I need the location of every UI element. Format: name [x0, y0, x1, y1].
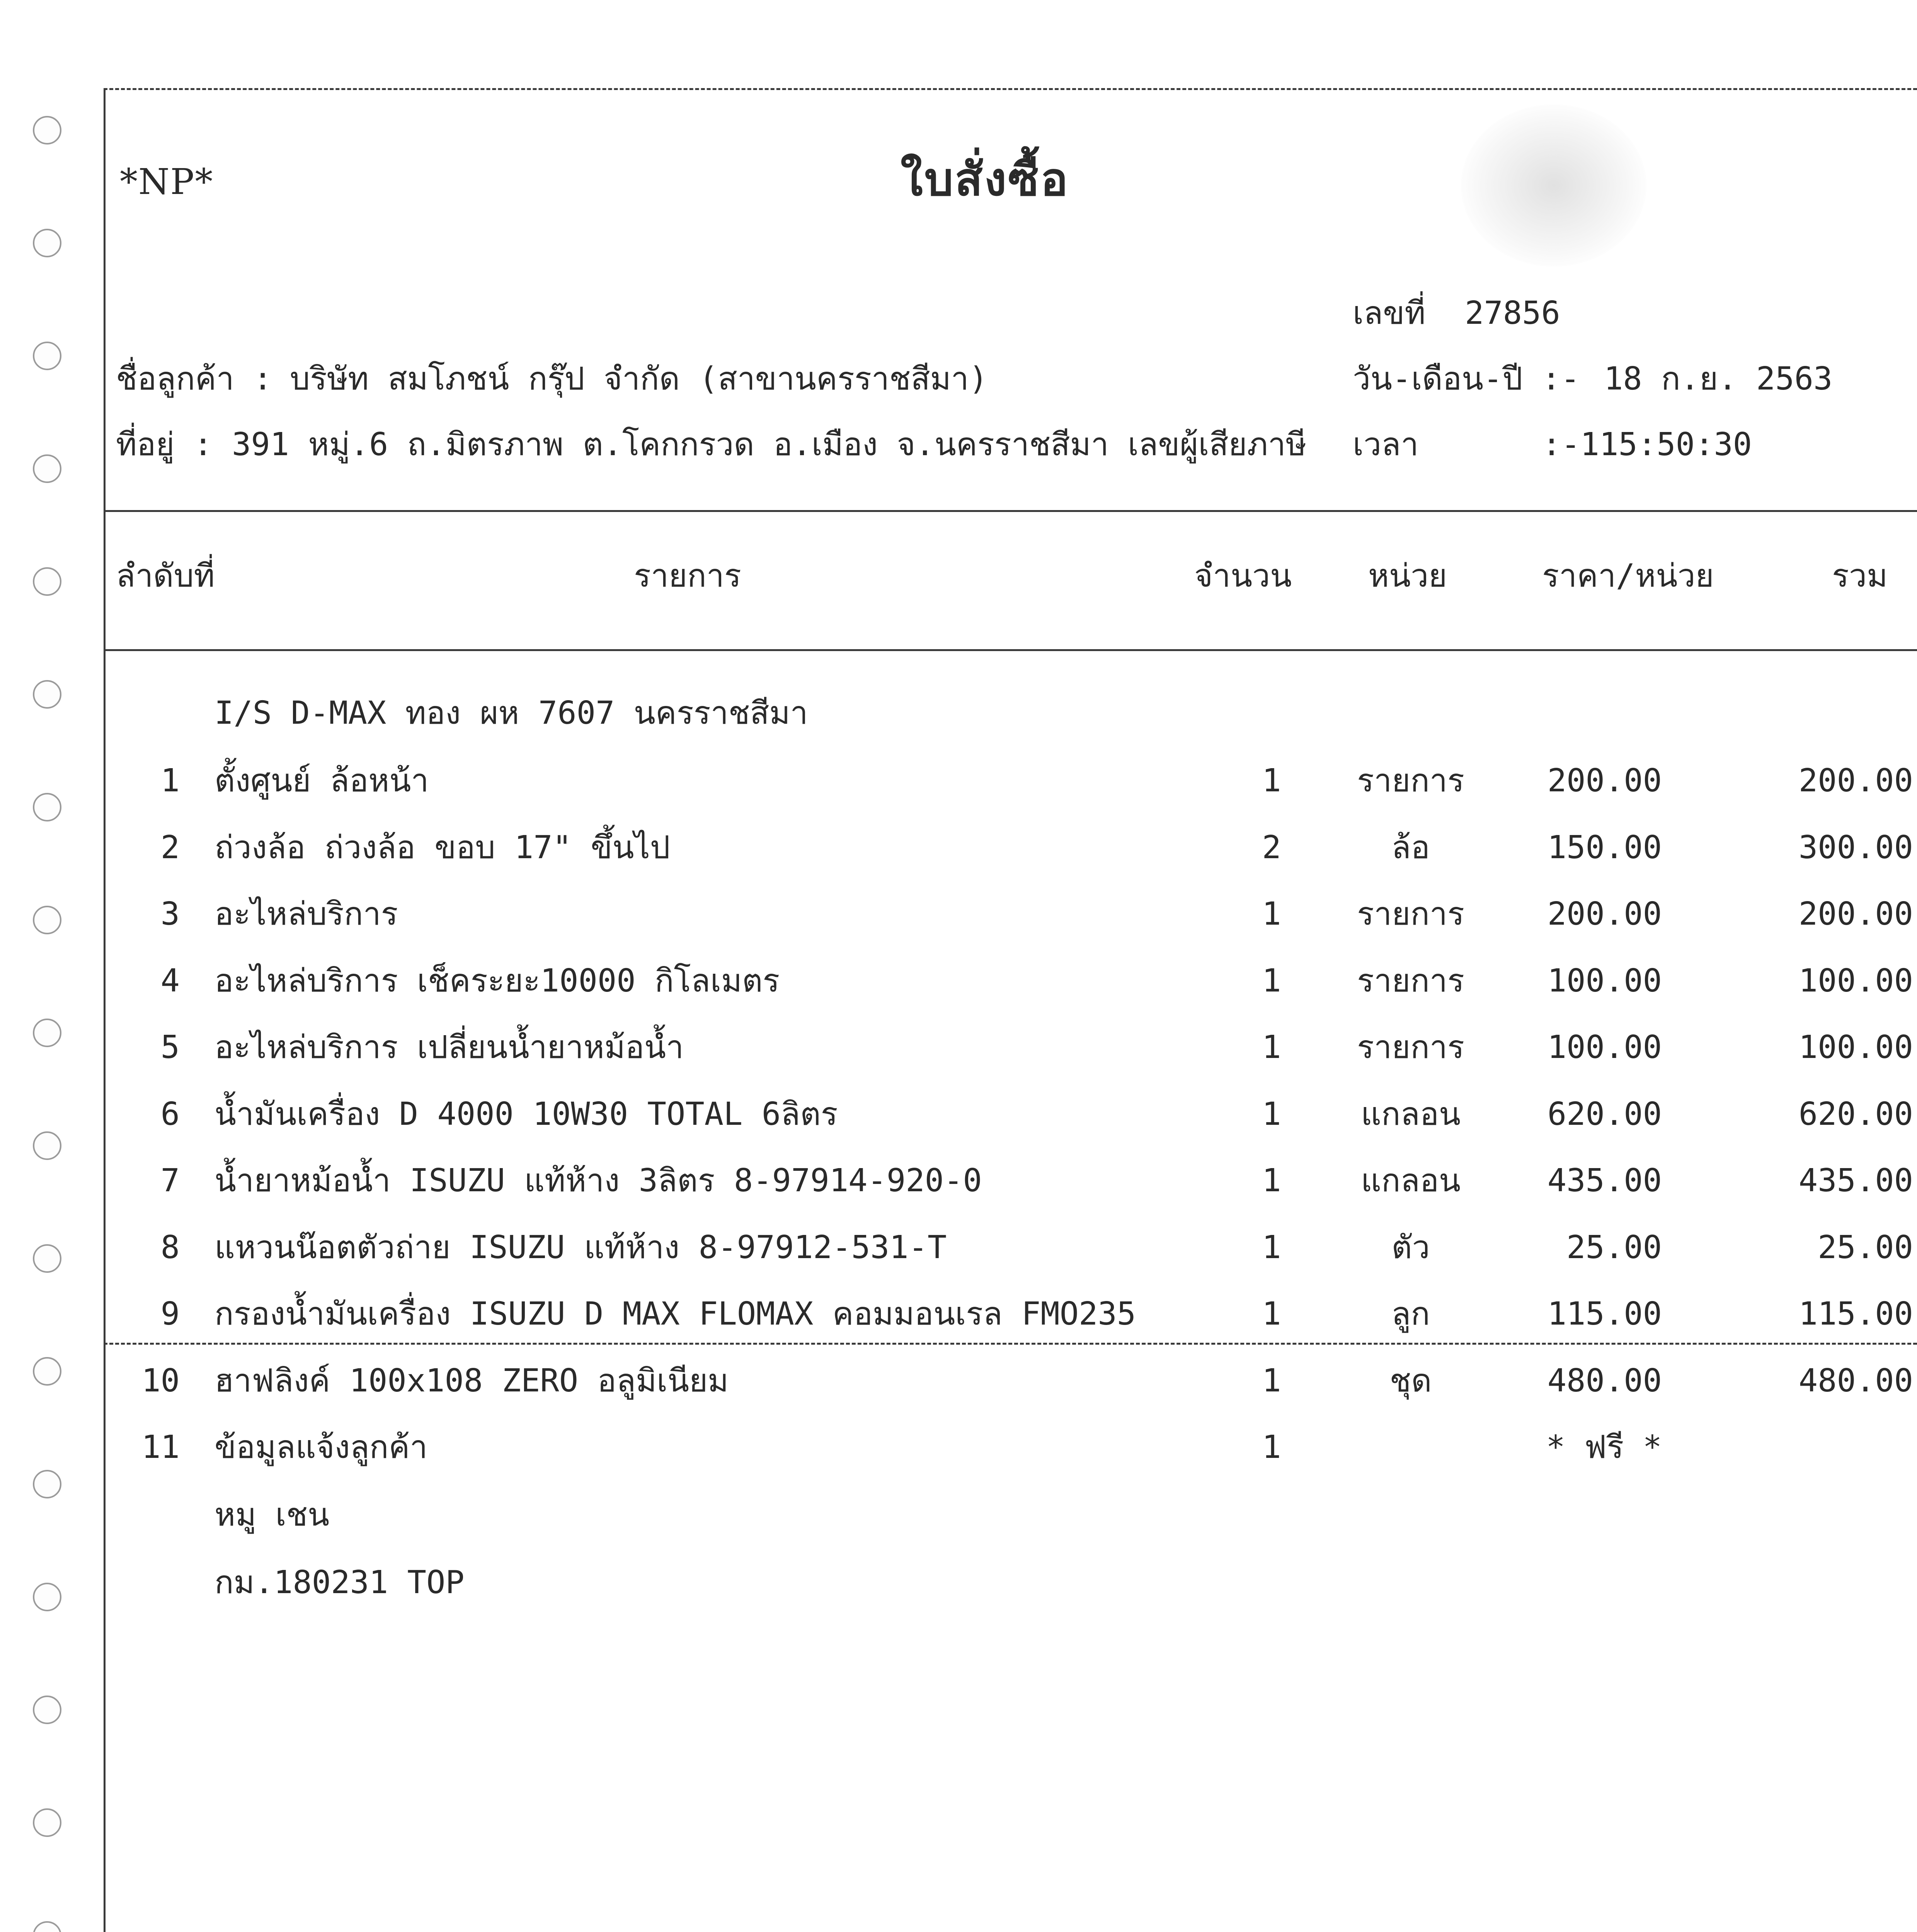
line-item-qty: 1: [1262, 1296, 1281, 1332]
col-header-qty: จำนวน: [1194, 558, 1292, 594]
line-item-desc: น้ำมันเครื่อง D 4000 10W30 TOTAL 6ลิตร: [215, 1096, 838, 1133]
line-item-no: 6: [160, 1096, 180, 1133]
line-item-price: 150.00: [1547, 829, 1662, 866]
doc-no: 27856: [1465, 295, 1560, 332]
line-item-price: 435.00: [1547, 1162, 1662, 1199]
line-item-qty: 1: [1262, 1029, 1281, 1066]
line-item-unit: แกลอน: [1360, 1096, 1461, 1133]
time-value: :-115:50:30: [1542, 426, 1752, 463]
line-item-unit: รายการ: [1357, 762, 1464, 799]
line-item-price: 200.00: [1547, 762, 1662, 799]
feed-hole: [33, 1583, 61, 1611]
line-item-unit: ชุด: [1389, 1362, 1432, 1399]
feed-hole: [33, 116, 61, 145]
line-item-qty: 1: [1262, 1362, 1281, 1399]
line-item-price: 620.00: [1547, 1096, 1662, 1133]
line-item-total: 200.00: [1798, 762, 1913, 799]
line-item-unit: รายการ: [1357, 963, 1464, 999]
line-item-price: 200.00: [1547, 896, 1662, 932]
line-item-qty: 1: [1262, 896, 1281, 932]
feed-hole: [33, 1244, 61, 1273]
line-item-price: 115.00: [1547, 1296, 1662, 1332]
line-item-total: 620.00: [1798, 1096, 1913, 1133]
line-item-qty: 1: [1262, 1162, 1281, 1199]
line-item-no: 11: [141, 1429, 180, 1466]
line-item-no: 1: [160, 762, 180, 799]
line-item-no: 4: [160, 963, 180, 999]
line-item-total: 25.00: [1818, 1229, 1913, 1266]
line-item-desc: ตั้งศูนย์ ล้อหน้า: [215, 762, 429, 799]
line-item-total: 100.00: [1798, 963, 1913, 999]
tractor-feed-strip: [0, 0, 97, 1932]
header-rule: [104, 510, 1917, 512]
line-item-price: * ฟรี *: [1546, 1429, 1662, 1466]
col-header-no: ลำดับที่: [116, 558, 215, 594]
doc-no-label: เลขที่: [1353, 295, 1426, 332]
customer-address: 391 หมู่.6 ถ.มิตรภาพ ต.โคกกรวด อ.เมือง จ.นครราชสีมา เลขผู้เสียภาษี: [232, 426, 1307, 463]
col-header-total: รวม: [1832, 558, 1888, 594]
line-item-total: 300.00: [1798, 829, 1913, 866]
address-label: ที่อยู่ :: [116, 426, 213, 463]
feed-hole: [33, 1921, 61, 1932]
feed-hole: [33, 229, 61, 257]
document-title: ใบสั่งซื้อ: [901, 152, 1070, 206]
feed-hole: [33, 906, 61, 934]
line-item-total: 480.00: [1798, 1362, 1913, 1399]
line-item-desc: ฮาฟลิงค์ 100x108 ZERO อลูมิเนียม: [215, 1362, 729, 1399]
line-item-unit: รายการ: [1357, 1029, 1464, 1066]
feed-hole: [33, 1019, 61, 1047]
line-item-no: 8: [160, 1229, 180, 1266]
line-item-qty: 1: [1262, 963, 1281, 999]
note-line: กม.180231 TOP: [215, 1564, 465, 1601]
line-item-unit: ตัว: [1391, 1229, 1430, 1266]
form-code: *NP*: [120, 161, 214, 202]
line-item-desc: ข้อมูลแจ้งลูกค้า: [215, 1429, 428, 1466]
feed-hole: [33, 342, 61, 370]
line-item-unit: รายการ: [1357, 896, 1464, 932]
line-item-price: 100.00: [1547, 1029, 1662, 1066]
line-item-price: 480.00: [1547, 1362, 1662, 1399]
line-item-price: 25.00: [1566, 1229, 1662, 1266]
date-label: วัน-เดือน-ปี :-: [1353, 361, 1580, 397]
customer-label: ชื่อลูกค้า :: [116, 361, 272, 397]
line-item-unit: แกลอน: [1360, 1162, 1461, 1199]
feed-hole: [33, 1357, 61, 1386]
line-item-desc: อะไหล่บริการ เปลี่ยนน้ำยาหม้อน้ำ: [215, 1029, 684, 1066]
line-item-price: 100.00: [1547, 963, 1662, 999]
feed-hole: [33, 793, 61, 821]
feed-hole: [33, 1470, 61, 1498]
feed-hole: [33, 1808, 61, 1837]
feed-hole: [33, 567, 61, 596]
customer-name: บริษัท สมโภชน์ กรุ๊ป จำกัด (สาขานครราชสีมา): [290, 361, 988, 397]
time-label: เวลา: [1353, 426, 1419, 463]
paper-smudge: [1461, 104, 1646, 267]
line-item-total: 200.00: [1798, 896, 1913, 932]
feed-hole: [33, 1131, 61, 1160]
feed-hole: [33, 680, 61, 709]
col-header-price: ราคา/หน่วย: [1542, 558, 1714, 594]
vehicle-info: I/S D-MAX ทอง ผห 7607 นครราชสีมา: [215, 695, 808, 731]
perforation-line: [104, 1343, 1917, 1345]
date-value: 18 ก.ย. 2563: [1604, 361, 1833, 397]
line-item-qty: 1: [1262, 762, 1281, 799]
line-item-desc: กรองน้ำมันเครื่อง ISUZU D MAX FLOMAX คอมมอนเรล FMO235: [215, 1296, 1136, 1332]
line-item-desc: อะไหล่บริการ เช็คระยะ10000 กิโลเมตร: [215, 963, 780, 999]
line-item-desc: แหวนน๊อตตัวถ่าย ISUZU แท้ห้าง 8-97912-531-T: [215, 1229, 947, 1266]
table-header-rule: [104, 649, 1917, 651]
line-item-no: 5: [160, 1029, 180, 1066]
line-item-qty: 2: [1262, 829, 1281, 866]
col-header-unit: หน่วย: [1368, 558, 1447, 594]
note-line: หมู เชน: [215, 1497, 330, 1533]
line-item-no: 3: [160, 896, 180, 932]
feed-hole: [33, 1696, 61, 1724]
line-item-desc: น้ำยาหม้อน้ำ ISUZU แท้ห้าง 3ลิตร 8-97914-920-0: [215, 1162, 982, 1199]
line-item-qty: 1: [1262, 1229, 1281, 1266]
line-item-unit: ลูก: [1391, 1296, 1430, 1332]
line-item-no: 10: [141, 1362, 180, 1399]
feed-hole: [33, 454, 61, 483]
line-item-qty: 1: [1262, 1096, 1281, 1133]
line-item-no: 9: [160, 1296, 180, 1332]
line-item-desc: ถ่วงล้อ ถ่วงล้อ ขอบ 17" ขึ้นไป: [215, 829, 670, 866]
line-item-no: 2: [160, 829, 180, 866]
line-item-total: 115.00: [1798, 1296, 1913, 1332]
line-item-qty: 1: [1262, 1429, 1281, 1466]
line-item-total: 435.00: [1798, 1162, 1913, 1199]
line-item-unit: ล้อ: [1391, 829, 1430, 866]
line-item-total: 100.00: [1798, 1029, 1913, 1066]
col-header-item: รายการ: [634, 558, 741, 594]
line-item-no: 7: [160, 1162, 180, 1199]
line-item-desc: อะไหล่บริการ: [215, 896, 398, 932]
